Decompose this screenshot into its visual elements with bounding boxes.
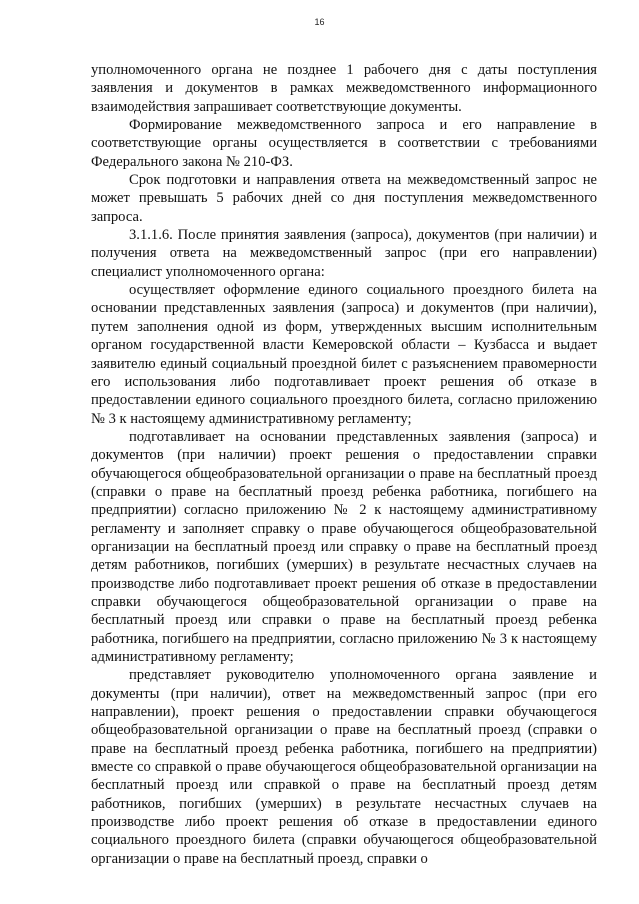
paragraph-5: осуществляет оформление единого социального проездного билета на основании представленных заявления (запроса) и документов (при наличии), путем заполнения одной из форм, утвержденных высшим исполнительным органом государственной власти Кемеровской области – Кузбасса и выдает заявителю единый социальный проездной билет с разъяснением правомерности его использования либо подготавливает проект решения об отказе в предоставлении единого социального проездного билета, согласно приложению № 3 к настоящему административному регламенту; (91, 282, 597, 427)
paragraph-4: 3.1.1.6. После принятия заявления (запроса), документов (при наличии) и получения ответа на межведомственный запрос (при его направлении) специалист уполномоченного органа: (91, 227, 597, 280)
paragraph-1: уполномоченного органа не позднее 1 рабочего дня с даты поступления заявления и документов в рамках межведомственного информационного взаимодействия запрашивает соответствующие документы. (91, 62, 597, 115)
paragraph-3: Срок подготовки и направления ответа на межведомственный запрос не может превышать 5 рабочих дней со дня поступления межведомственного запроса. (91, 172, 597, 225)
paragraph-7: представляет руководителю уполномоченного органа заявление и документы (при наличии), ответ на межведомственный запрос (при его направлении), проект решения о предоставлении справки обучающегося общеобразовательной организации о праве на бесплатный проезд (справки о праве на бесплатный проезд ребенка работника, погибшего на предприятии) вместе со справкой о праве обучающегося общеобразовательной организации на бесплатный проезд или справкой о праве на бесплатный проезд детям работников, погибших (умерших) в результате несчастных случаев на производстве либо проект решения об отказе в предоставлении единого социального проездного билета (справки обучающегося общеобразовательной организации о праве на бесплатный проезд, справки о (91, 667, 597, 867)
paragraph-2: Формирование межведомственного запроса и его направление в соответствующие органы осуществляется в соответствии с требованиями Федерального закона № 210-ФЗ. (91, 117, 597, 170)
paragraph-6: подготавливает на основании представленных заявления (запроса) и документов (при наличии) проект решения о предоставлении справки обучающегося общеобразовательной организации о праве на бесплатный проезд (справки о праве на бесплатный проезд ребенка работника, погибшего на предприятии) согласно приложению № 2 к настоящему административному регламенту и заполняет справку о праве обучающегося общеобразовательной организации на бесплатный проезд или справку о праве на бесплатный проезд детям работников, погибших (умерших) в результате несчастных случаев на производстве либо подготавливает проект решения об отказе в предоставлении справки обучающегося общеобразовательной организации о праве на бесплатный проезд или справки о праве на бесплатный проезд ребенка работника, погибшего на предприятии, согласно приложению № 3 к настоящему административному регламенту; (91, 428, 597, 665)
document-body (91, 61, 597, 868)
page-number: 16 (314, 17, 325, 27)
